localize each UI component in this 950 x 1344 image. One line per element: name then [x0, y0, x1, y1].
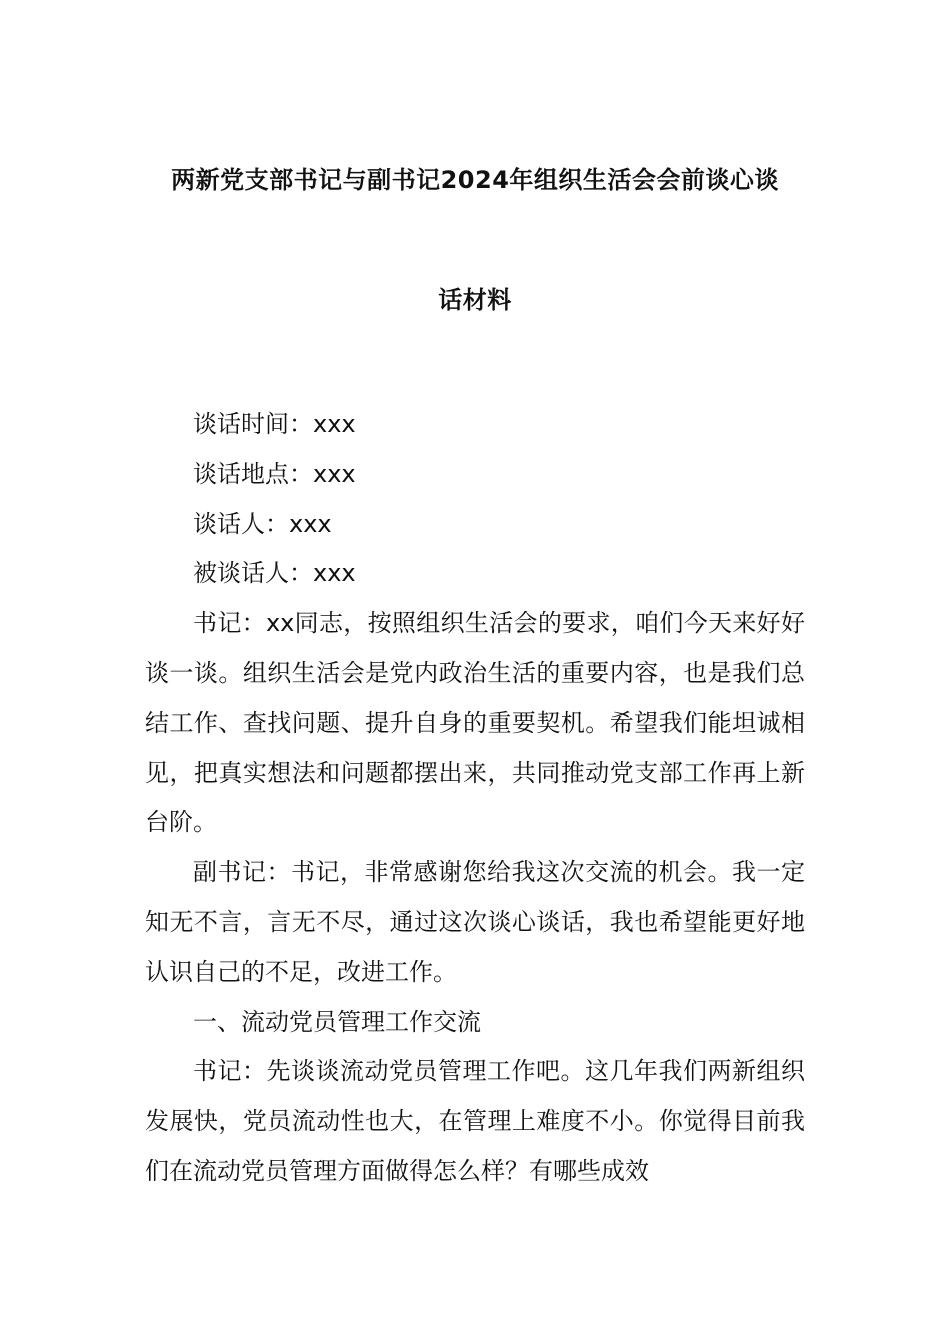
- meta-talk-time: 谈话时间：xxx: [193, 410, 356, 438]
- meta-talker: 谈话人：xxx: [193, 509, 332, 538]
- section-heading-1: 一、流动党员管理工作交流: [193, 1007, 481, 1036]
- document-title-line-1: 两新党支部书记与副书记2024年组织生活会会前谈心谈: [171, 166, 779, 194]
- document-title-line-2: 话材料: [438, 286, 512, 314]
- paragraph-deputy-reply: 副书记：书记，非常感谢您给我这次交流的机会。我一定知无不言，言无不尽，通过这次谈心谈话，我也希望能更好地认识自己的不足，改进工作。: [145, 858, 805, 986]
- document-body: [145, 400, 805, 1197]
- paragraph-secretary-opening: 书记：xx同志，按照组织生活会的要求，咱们今天来好好谈一谈。组织生活会是党内政治生活的重要内容，也是我们总结工作、查找问题、提升自身的重要契机。希望我们能坦诚相见，把真实想法和问题都摆出来，共同推动党支部工作再上新台阶。: [145, 609, 805, 837]
- meta-interviewee: 被谈话人：xxx: [193, 559, 356, 588]
- meta-talk-location: 谈话地点：xxx: [193, 459, 356, 488]
- paragraph-secretary-question: 书记：先谈谈流动党员管理工作吧。这几年我们两新组织发展快，党员流动性也大，在管理上难度不小。你觉得目前我们在流动党员管理方面做得怎么样？有哪些成效: [145, 1057, 805, 1185]
